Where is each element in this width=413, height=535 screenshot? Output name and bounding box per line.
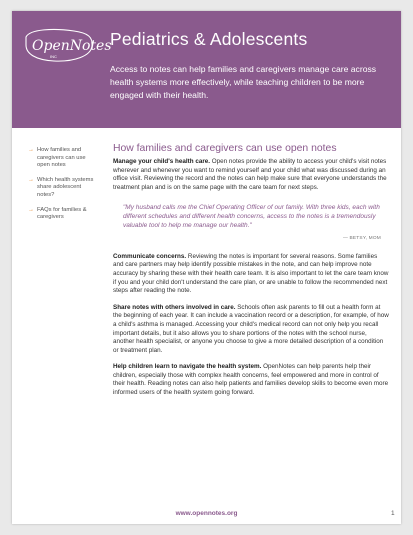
paragraph-manage-care [113, 158, 389, 192]
paragraph-body: Schools often ask parents to fill out a health form at the beginning of each year. It can include a vaccination record or a description, for example, of how a child's asthma is managed. Accessing your child's medical record can not only help you recall important details, but it also allows you to share portions of the notes with the school nurse, another health specialist, or anyone you choose to give a more detailed description of a condition or treatment plan. [113, 303, 389, 354]
paragraph-body: OpenNotes can help parents help their children, especially those with complex health concerns, feel empowered and more in control of their health. Reading notes can also help patients and families develop skills to become even more informed users of the health system going forward. [113, 363, 389, 397]
quote-text: "My husband calls me the Chief Operating Officer of our family. With three kids, each with different schedules and different health concerns, access to the notes is a tremendously valuable tool to help me manage our health." [123, 204, 380, 229]
page-title: Pediatrics & Adolescents [110, 29, 308, 49]
page-number: 1 [391, 510, 395, 517]
paragraph-body: Open notes provide the ability to access your child's visit notes wherever and whenever you want to remind yourself and your child what was discussed during an office visit. Reviewing the record and the notes can help make sure that everyone understands the treatment plan and is on the same page with the care team for next steps. [113, 158, 387, 191]
quote-attribution: — BETSY, MOM [342, 235, 381, 241]
svg-text:INC: INC [50, 54, 57, 59]
paragraph-lead: Help children learn to navigate the health system. [113, 363, 262, 371]
arrow-right-icon: → [28, 206, 34, 213]
arrow-right-icon: → [28, 147, 34, 153]
main-content [113, 143, 389, 406]
opennotes-logo [24, 27, 112, 65]
sidebar-item-faqs[interactable] [28, 207, 98, 222]
paragraph-navigate [113, 363, 389, 397]
sidebar-item-label: FAQs for families & caregivers [37, 206, 87, 221]
intro-text: Access to notes can help families and caregivers manage care across health systems more effectively, while teaching children to be more engaged with their health. [110, 64, 377, 100]
testimonial-quote [123, 204, 381, 240]
footer-url-link[interactable]: www.opennotes.org [175, 510, 238, 517]
sidebar-nav [28, 147, 98, 229]
paragraph-share-notes [113, 304, 389, 356]
paragraph-lead: Manage your child's health care. [113, 158, 211, 165]
sidebar-item-label: How families and caregivers can use open notes [37, 147, 86, 169]
paragraph-body: Reviewing the notes is important for several reasons. Some families and care partners may help identify possible mistakes in the note, and can help improve note accuracy by sharing these with their health care team. It is also important to let the care team know if you and your child don't understand the care plan, or are unable to follow the recommended next steps after reading the note. [113, 252, 389, 295]
arrow-right-icon: → [28, 176, 34, 183]
sidebar-item-health-systems[interactable] [28, 177, 98, 200]
svg-text:OpenNotes: OpenNotes [32, 38, 112, 54]
paragraph-communicate [113, 253, 389, 296]
paragraph-lead: Share notes with others involved in care. [113, 303, 236, 311]
document-page [12, 11, 401, 524]
paragraph-lead: Communicate concerns. [113, 252, 187, 260]
header-banner [12, 11, 401, 128]
sidebar-item-label: Which health systems share adolescent notes? [37, 176, 94, 198]
section-heading: How families and caregivers can use open notes [113, 143, 337, 154]
sidebar-item-how-families[interactable] [28, 147, 98, 170]
